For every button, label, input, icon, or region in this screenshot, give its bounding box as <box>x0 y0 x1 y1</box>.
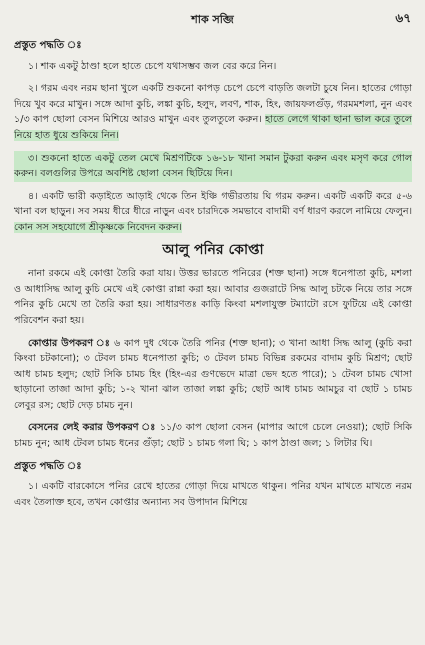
recipe-intro: নানা রকমে এই কোপ্তা তৈরি করা যায়। উত্তর ভারতে পনিরের (শক্ত ছানা) সঙ্গে ধনেপাতা কুচি, মশলা ও আধাসিদ্ধ আলু কুচি মেখে এই কোপ্তা রান্না করা হয়। আবার গুজরাটে সিদ্ধ আলু চটকে নিয়ে তার সঙ্গে পনির কুচি মেখে তা তৈরি করা হয়। সাধারণতঃ কাড়ি কিংবা মশলাযুক্ত টম্যাটো রসে ফুটিয়ে এই কোপ্তা পরিবেশন করা হয়। <box>14 268 412 326</box>
step-2-highlight: হাতে লেগে থাকা ছানা ভাল করে তুলে নিয়ে হাত ধুয়ে শুকিয়ে নিন। <box>14 114 412 141</box>
ingredients-label: কোপ্তার উপকরণ ঃ <box>28 337 111 349</box>
step-1: ১। শাক একটু ঠাণ্ডা হলে হাতে চেপে যথাসম্ভব জল বের করে নিন। <box>28 60 277 72</box>
step-4-text: ৪। একটি ভারী কড়াইতে আড়াই থেকে তিন ইঞ্চি গভীরতায় ঘি গরম করুন। একটি একটি করে ৫-৬ খানা বল ছাড়ুন। সব সময় ধীরে ধীরে নাড়ুন এবং চারদিকে সমভাবে বাদামী বর্ণ ধারণ করলে নামিয়ে ফেলুন। <box>14 190 412 218</box>
step-4 <box>14 189 412 236</box>
page-body <box>14 34 412 517</box>
step-2 <box>14 81 412 143</box>
step-4-highlight: কোন সস সহযোগে শ্রীকৃষ্ণকে নিবেদন করুন। <box>14 221 182 233</box>
page-header <box>0 10 425 28</box>
ingredients-text: ৬ কাপ দুধ থেকে তৈরি পনির (শক্ত ছানা); ৩ খানা আধা সিদ্ধ আলু (কুচি করা কিংবা চটকানো); ৩ টেবল চামচ ধনেপাতা কুচি; ৩ টেবল চামচ বিভিন্ন রকমের বাদাম কুচি মিশ্রণ; ছোট আধ চামচ হলুদ; ছোট সিকি চামচ হিং (হিং-এর গুণভেদে মাত্রা ভেদ হতে পারে); ১ টেবল চামচ খোসা ছাড়ানো তাজা আদা কুচি; ১-২ খানা ঝাল তাজা লঙ্কা কুচি; ছোট আধ চামচ আমচুর বা ছোট ১ চামচ লেবুর রস; ছোট দেড় চামচ নুন। <box>14 337 412 411</box>
batter-ingredients <box>14 420 412 451</box>
step-3: ৩। শুকনো হাতে একটু তেল মেখে মিশ্রণটিকে ১৬-১৮ খানা সমান টুকরা করুন এবং মসৃণ করে গোল করুন। বলগুলির উপরে অবশিষ্ট ছোলা বেসন ছিটিয়ে দিন। <box>14 151 412 182</box>
method-heading-2: প্রস্তুত পদ্ধতি ঃ <box>14 460 82 472</box>
batter-label: বেসনের লেই করার উপকরণ ঃ <box>28 422 157 434</box>
chapter-title: শাক সব্জি <box>191 13 234 26</box>
step-2-text: ২। গরম এবং নরম ছানা খুলে একটি শুকনো কাপড় চেপে চেপে বাড়তি জলটা চুষে নিন। হাতের গোড়া দিয়ে খুব করে মাখুন। সঙ্গে আদা কুচি, লঙ্কা কুচি, হলুদ, লবণ, শাক, হিং, জায়ফলগুঁড়, গরমমশলা, নুন এবং ১/৩ কাপ ছোলা বেসন মিশিয়ে আরও মাখুন এবং তুলতুলে করুন। <box>14 83 412 126</box>
ingredients <box>14 336 412 414</box>
method-step-1: ১। একটি বারকোসে পনির রেখে হাতের গোড়া দিয়ে মাখতে থাকুন। পনির যখন মাখতে মাখতে নরম এবং তৈলাক্ত হবে, তখন কোপ্তার অন্যান্য সব উপাদান মিশিয়ে <box>14 481 412 508</box>
page-number: ৬৭ <box>395 11 411 25</box>
method-heading: প্রস্তুত পদ্ধতি ঃ <box>14 40 82 51</box>
batter-text: ১১/৩ কাপ ছোলা বেসন (মাপার আগে চেলে নেওয়া); ছোট সিকি চামচ নুন; আধ টেবল চামচ ধনের গুঁড়া; ছোট ১ চামচ গলা ঘি; ১ কাপ ঠাণ্ডা জল; ১ লিটার ঘি। <box>14 422 412 450</box>
recipe-title: আলু পনির কোপ্তা <box>162 241 264 258</box>
